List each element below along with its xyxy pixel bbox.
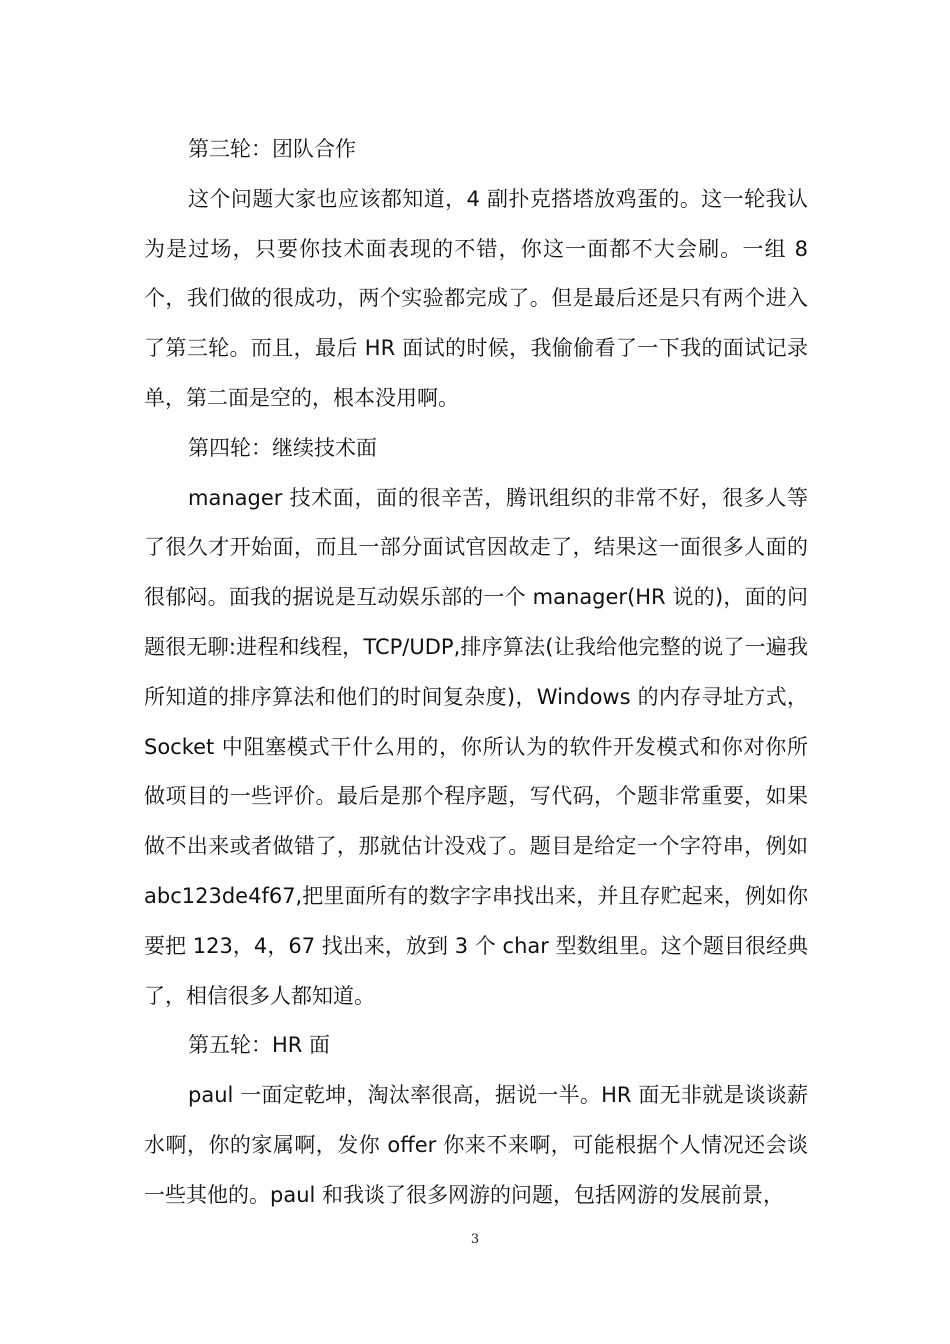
paragraph-round-3: 这个问题大家也应该都知道，4 副扑克搭塔放鸡蛋的。这一轮我认为是过场，只要你技术面表现的不错，你这一面都不大会刷。一组 8 个，我们做的很成功，两个实验都完成了。但是最后还是只有两个进入了第三轮。而且，最后 HR 面试的时候，我偷偷看了一下我的面试记录单，第二面是空的，根本没用啊。 bbox=[144, 186, 808, 410]
section-heading-round-3: 第三轮：团队合作 bbox=[188, 137, 356, 161]
document-body bbox=[144, 125, 808, 1221]
paragraph-round-4: manager 技术面，面的很辛苦，腾讯组织的非常不好，很多人等了很久才开始面，而且一部分面试官因故走了，结果这一面很多人面的很郁闷。面我的据说是互动娱乐部的一个 manager(HR 说的)，面的问题很无聊:进程和线程，TCP/UDP,排序算法(让我给他完整的说了一遍我所知道的排序算法和他们的时间复杂度)，Windows 的内存寻址方式，Socket 中阻塞模式干什么用的，你所认为的软件开发模式和你对你所做项目的一些评价。最后是那个程序题，写代码，个题非常重要，如果做不出来或者做错了，那就估计没戏了。题目是给定一个字符串，例如 abc123de4f67,把里面所有的数字字串找出来，并且存贮起来，例如你要把 123，4，67 找出来，放到 3 个 char 型数组里。这个题目很经典了，相信很多人都知道。 bbox=[144, 485, 808, 1008]
paragraph-round-5: paul 一面定乾坤，淘汰率很高，据说一半。HR 面无非就是谈谈薪水啊，你的家属啊，发你 offer 你来不来啊，可能根据个人情况还会谈一些其他的。paul 和我谈了很多网游的问题，包括网游的发展前景， bbox=[144, 1083, 808, 1207]
section-heading-round-4: 第四轮：继续技术面 bbox=[188, 435, 377, 460]
page-number: 3 bbox=[470, 1232, 480, 1247]
section-heading-round-5: 第五轮：HR 面 bbox=[188, 1033, 331, 1058]
